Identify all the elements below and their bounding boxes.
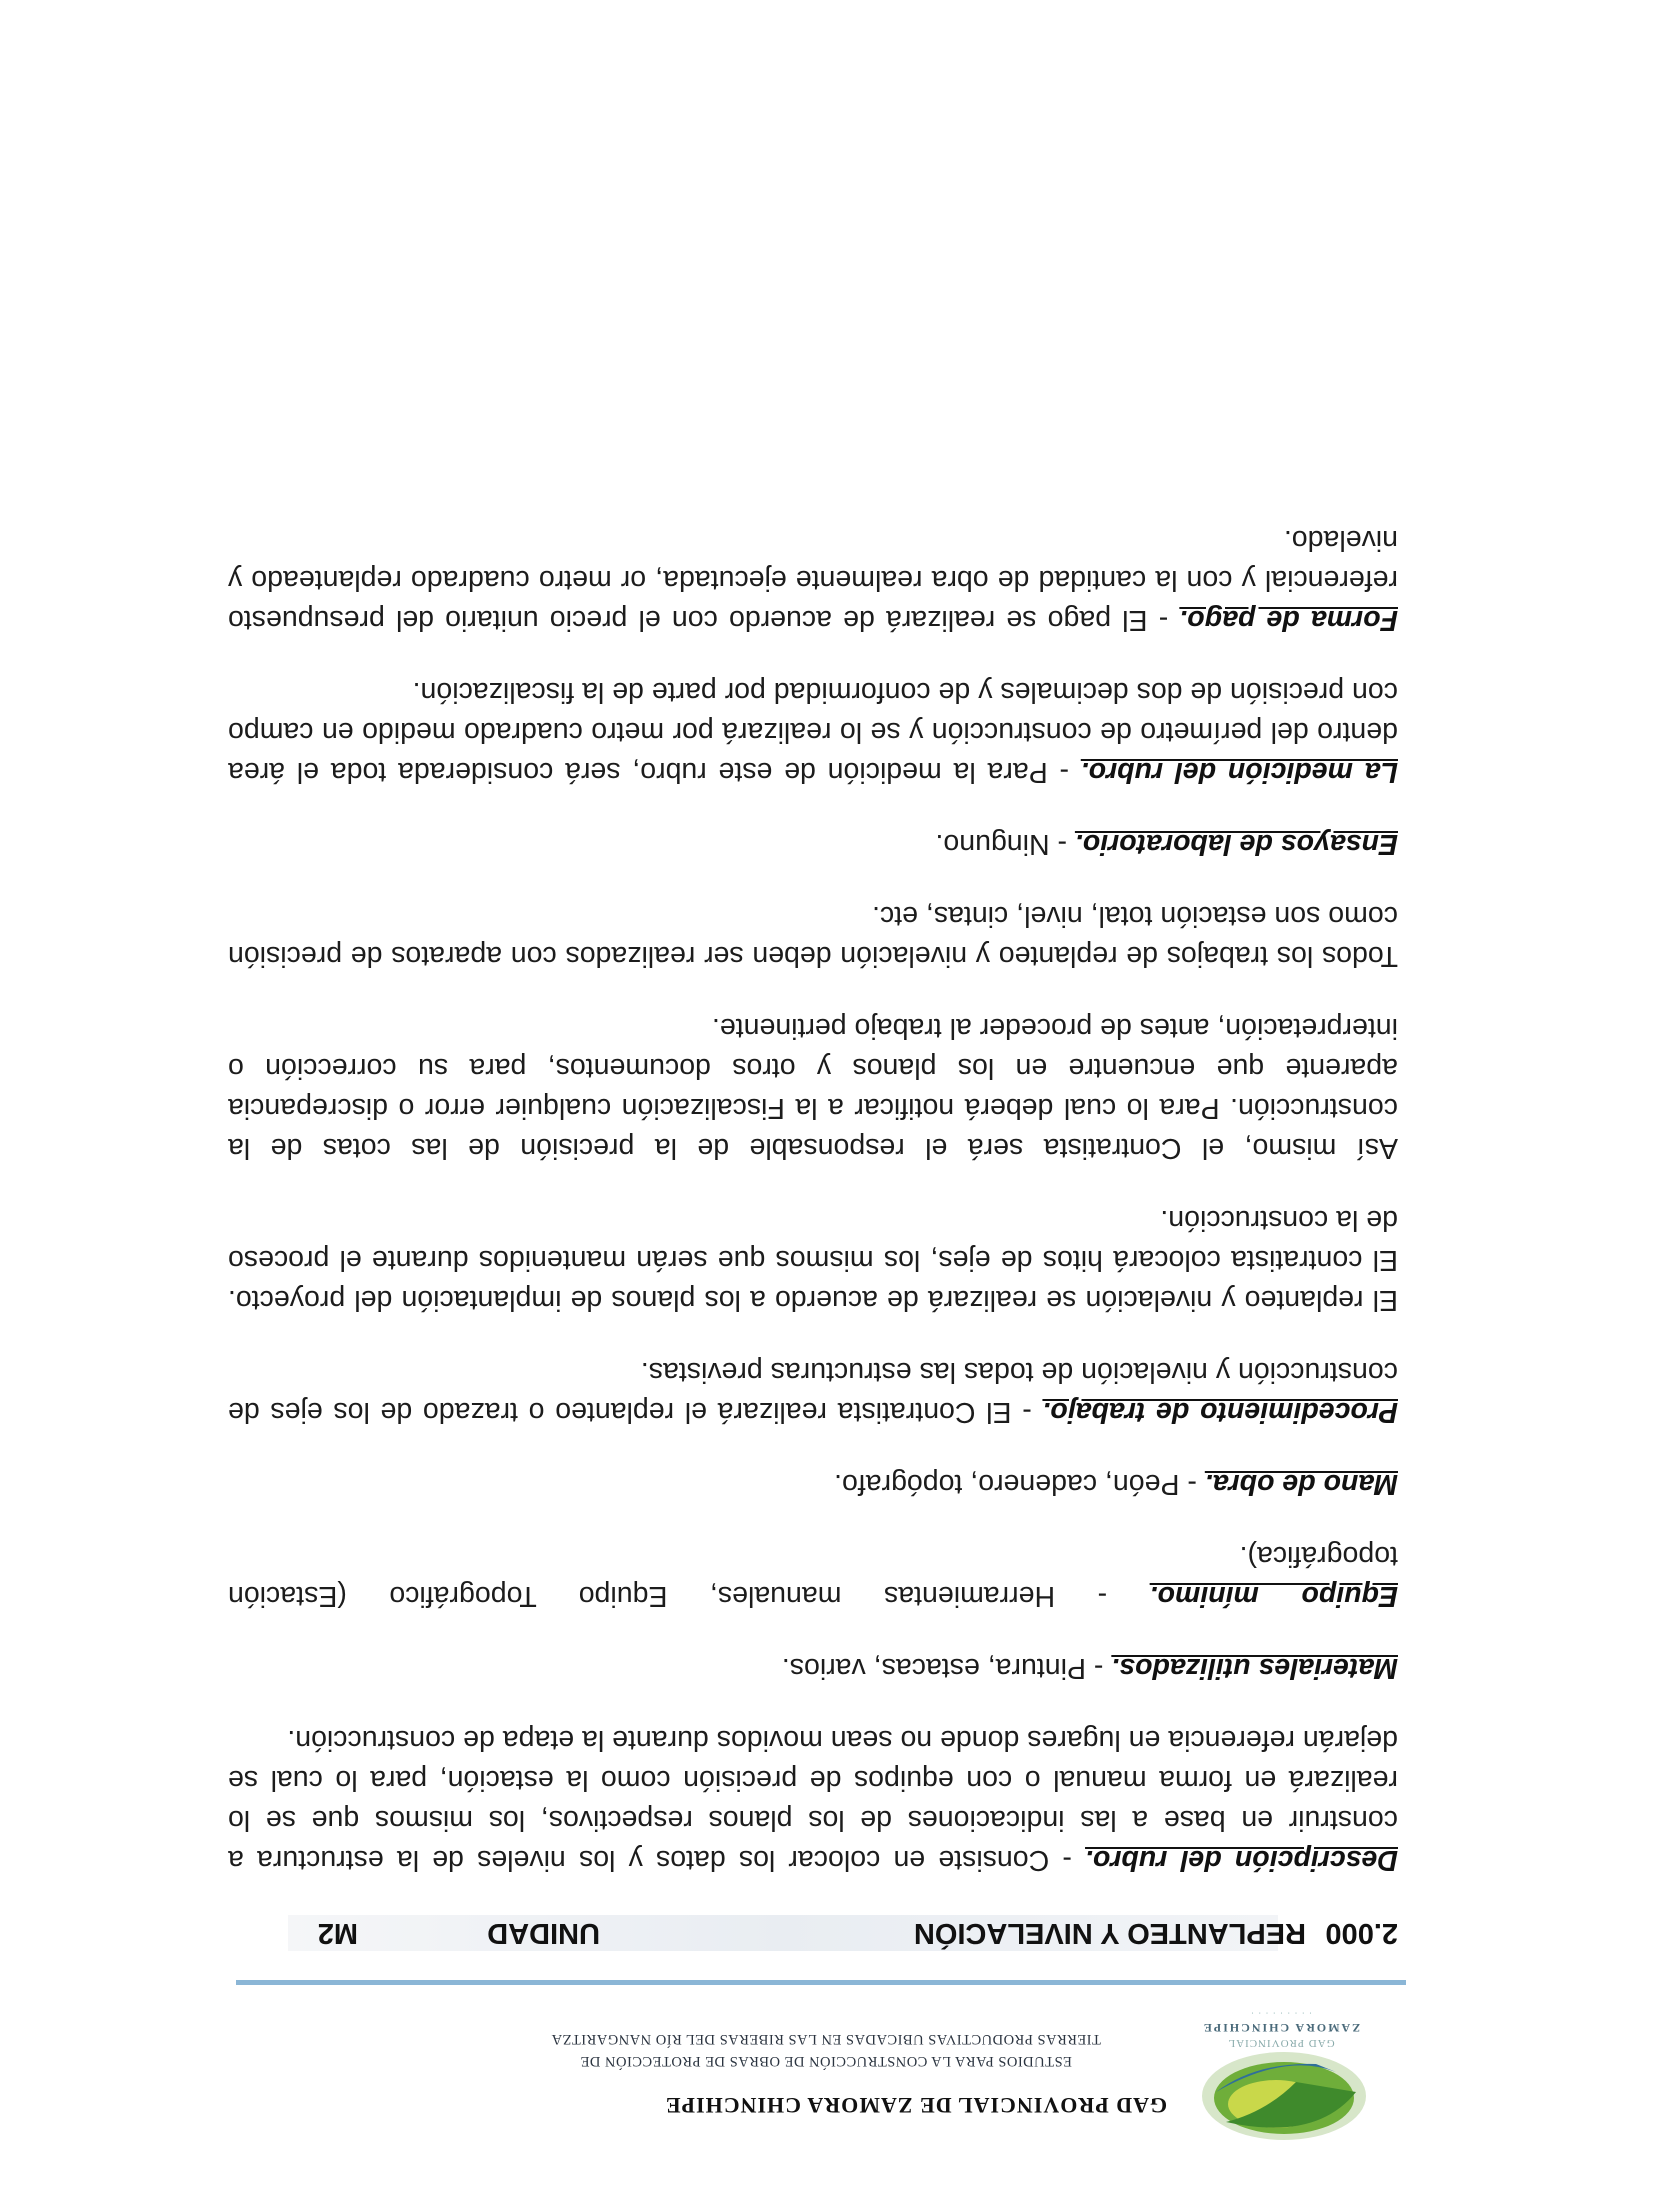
text-pago: - El pago se realizará de acuerdo con el precio unitario del presupuesto referencial y con la cantidad de obra realmente ejecutada, or metro cuadrado replanteado y nivelado. <box>228 524 1398 636</box>
logo-caption-line2: ZAMORA CHINCHIPE <box>1201 2021 1361 2035</box>
paragraph-procedimiento <box>228 1352 1398 1432</box>
heading-descripcion: Descripción del rubro. <box>1085 1844 1398 1876</box>
paragraph-mano-obra <box>228 1464 1398 1504</box>
paragraph-descripcion <box>228 1720 1398 1880</box>
unit-label: UNIDAD <box>487 1917 600 1949</box>
heading-materiales: Materiales utilizados. <box>1111 1652 1398 1684</box>
text-medicion: - Para la medición de este rubro, será considerada toda el área dentro del perímetro de construcción y se lo realizará por metro cuadrado medido en campo con precisión de dos decimales y de conformidad por parte de la fiscalización. <box>228 676 1398 788</box>
study-line-2: TIERRAS PRODUCTIVAS UBICADAS EN LAS RIBERAS DEL RÍO NANGARITZA <box>551 2031 1101 2047</box>
unit-value: M2 <box>317 1917 358 1949</box>
paragraph-medicion <box>228 672 1398 792</box>
organization-title: GAD PROVINCIAL DE ZAMORA CHINCHIPE <box>664 2093 1168 2118</box>
document-body <box>220 488 1398 1880</box>
heading-procedimiento: Procedimiento de trabajo. <box>1042 1396 1398 1428</box>
header-divider <box>236 1980 1406 1985</box>
paragraph-todos: Todos los trabajos de replanteo y nivelación deben ser realizados con aparatos de precisión como son estación total, nivel, cintas, etc. <box>228 900 1398 972</box>
section-title: REPLANTEO Y NIVELACIÓN <box>913 1917 1306 1949</box>
paragraph-asi-mismo: Así mismo, el Contratista será el responsable de la precisión de las cotas de la construcción. Para lo cual deberá notificar a la Fiscalización cualquier error o discrepancia aparente que encuentre en los planos y otros documentos, para su corrección o interpretación, antes de proceder al trabajo pertinente. <box>228 1012 1398 1164</box>
section-code: 2.000 <box>1325 1917 1398 1949</box>
section-heading <box>238 1915 1398 1951</box>
paragraph-ensayos <box>228 824 1398 864</box>
heading-mano-obra: Mano de obra. <box>1204 1468 1398 1500</box>
heading-pago: Forma de pago. <box>1179 604 1398 636</box>
study-line-1: ESTUDIOS PARA LA CONSTRUCCIÓN DE OBRAS DE PROTECCIÓN DE <box>580 2053 1072 2069</box>
text-ensayos: - Ninguno. <box>935 828 1075 860</box>
text-materiales: - Pintura, estacas, varios. <box>781 1652 1112 1684</box>
paragraph-equipo <box>220 1536 1398 1616</box>
paragraph-replanteo: El replanteo y nivelación se realizará de acuerdo a los planos de implantación del proyecto. El contratista colocará hitos de ejes, los mismos que serán mantenidos durante el proceso de la construcción. <box>228 1204 1398 1316</box>
heading-medicion: La medición del rubro. <box>1080 756 1398 788</box>
logo-caption-line3: · · · · · · · · · <box>1250 2008 1312 2018</box>
text-equipo: - Herramientas manuales, Equipo Topográfico (Estación topográfica). <box>220 1540 1398 1612</box>
study-subtitle <box>516 2028 1136 2072</box>
paragraph-materiales <box>228 1648 1398 1688</box>
logo-caption-line1: GAD PROVINCIAL <box>1227 2037 1335 2049</box>
heading-ensayos: Ensayos de laboratorio. <box>1074 828 1398 860</box>
text-procedimiento: - El Contratista realizará el replanteo o trazado de los ejes de construcción y nivelación de todas las estructuras previstas. <box>228 1356 1398 1428</box>
paragraph-pago <box>228 520 1398 640</box>
text-mano-obra: - Peón, cadenero, topógrafo. <box>834 1468 1205 1500</box>
logo-caption <box>1176 2005 1386 2050</box>
text-descripcion: - Consiste en colocar los datos y los niveles de la estructura a construir en base a las indicaciones de los planos respectivos, los mismos que se lo realizará en forma manual o con equipos de precisión como la estación, para lo cual se dejarán referencia en lugares donde no sean movidos durante la etapa de construcción. <box>228 1724 1398 1876</box>
heading-equipo: Equipo mínimo. <box>1149 1580 1398 1612</box>
gad-logo-icon <box>1196 2042 1376 2162</box>
